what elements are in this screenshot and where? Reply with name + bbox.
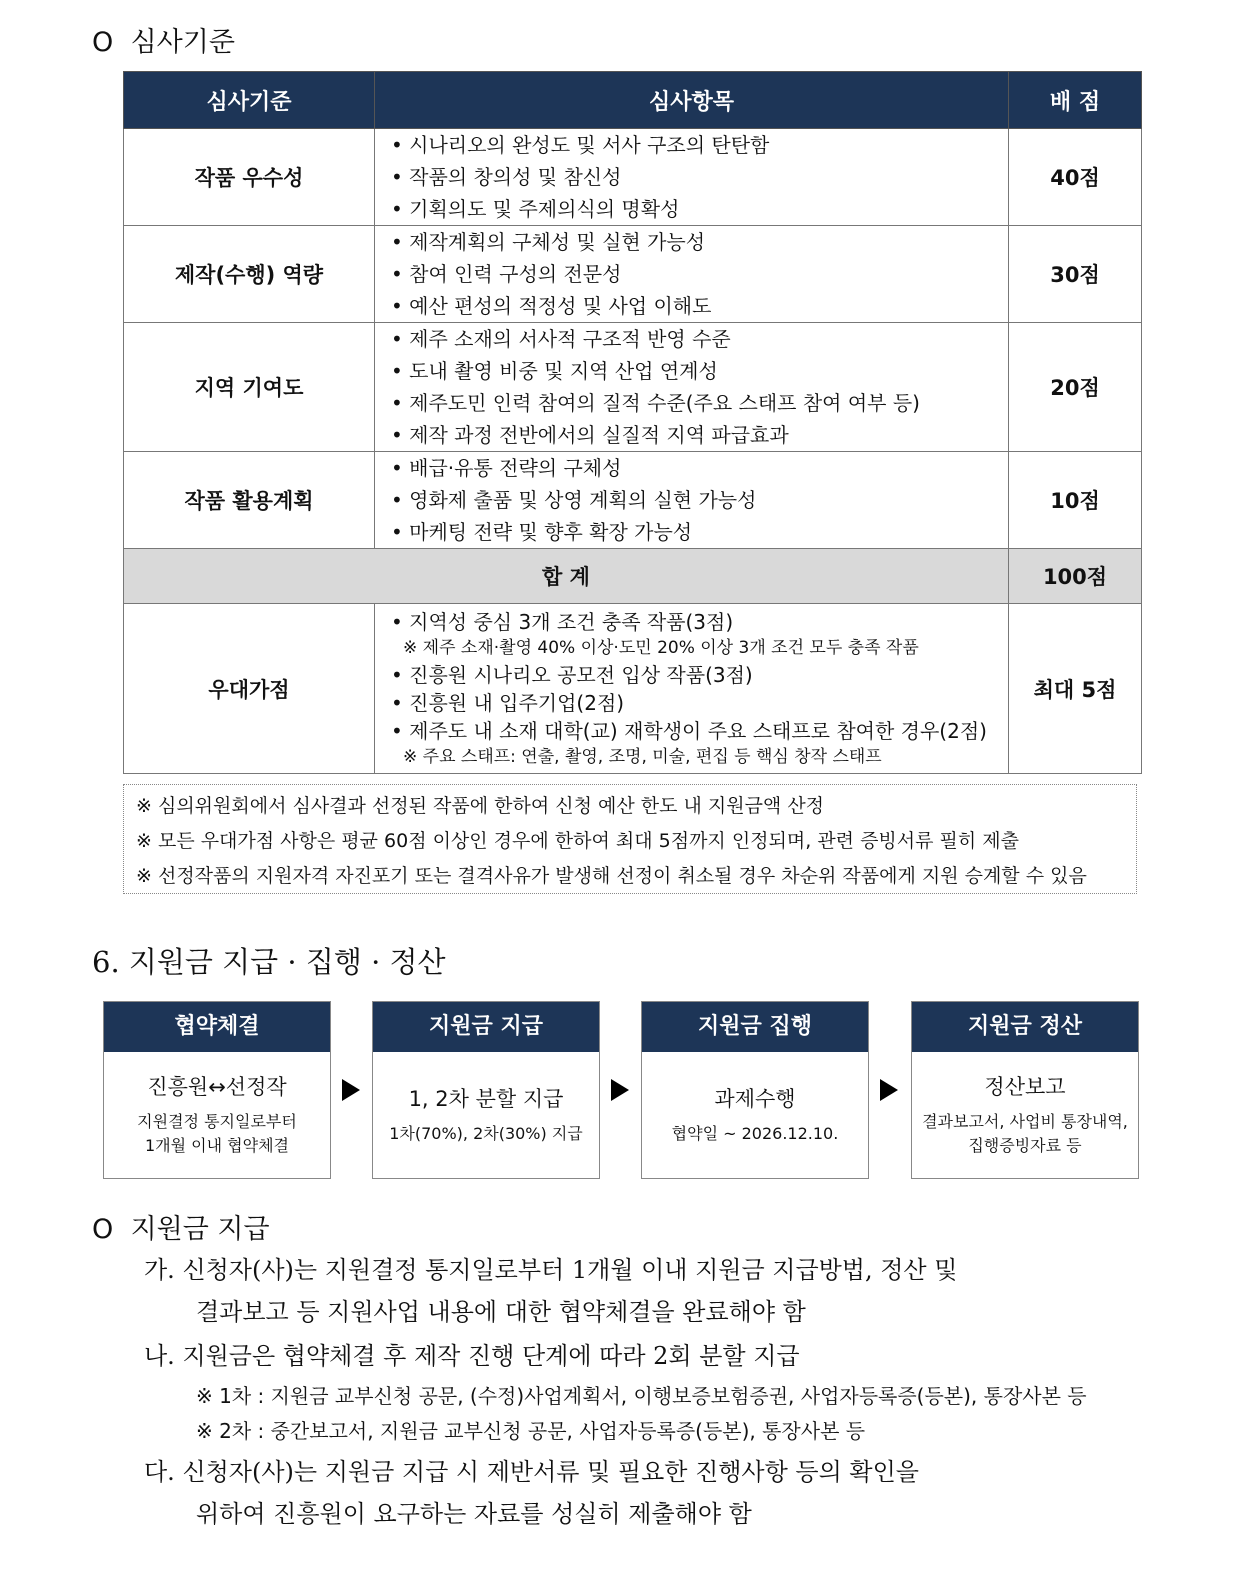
flow-step-body — [373, 1052, 599, 1178]
list-item: • 진흥원 내 입주기업(2점) — [391, 690, 625, 715]
criteria-section-heading — [92, 20, 235, 59]
bonus-items-cell — [375, 604, 1009, 774]
flow-step-main: 정산보고 — [984, 1075, 1066, 1099]
flow-step-payment — [372, 1001, 600, 1179]
bonus-note: ※ 제주 소재·촬영 40% 이상·도민 20% 이상 3개 조건 모두 충족 작품 — [403, 637, 919, 658]
list-item: • 도내 촬영 비중 및 지역 산업 연계성 — [391, 359, 718, 383]
table-row — [124, 129, 1142, 226]
paragraph-na: 나. 지원금은 협약체결 후 제작 진행 단계에 따라 2회 분할 지급 — [144, 1342, 800, 1370]
header-criterion: 심사기준 — [124, 72, 375, 129]
flow-step-header: 지원금 정산 — [912, 1002, 1138, 1052]
flow-step-header: 협약체결 — [104, 1002, 330, 1052]
flow-step-main: 과제수행 — [714, 1087, 796, 1111]
payment-section-title: 지원금 지급 — [130, 1214, 270, 1245]
list-item: • 참여 인력 구성의 전문성 — [391, 262, 622, 286]
criterion-cell: 작품 우수성 — [124, 129, 375, 226]
paragraph-da: 다. 신청자(사)는 지원금 지급 시 제반서류 및 필요한 진행사항 등의 확인을 — [144, 1458, 919, 1486]
triangle-arrow-icon — [611, 1079, 629, 1101]
flow-step-sub: 협약일 ~ 2026.12.10. — [671, 1124, 839, 1143]
header-items: 심사항목 — [375, 72, 1009, 129]
list-item: • 마케팅 전략 및 향후 확장 가능성 — [391, 520, 693, 544]
flow-step-body — [912, 1052, 1138, 1178]
bonus-note: ※ 주요 스태프: 연출, 촬영, 조명, 미술, 편집 등 핵심 창작 스태프 — [403, 746, 882, 767]
note-line: ※ 심의위원회에서 심사결과 선정된 작품에 한하여 신청 예산 한도 내 지원금액 산정 — [136, 795, 825, 817]
table-row — [124, 323, 1142, 452]
list-item: • 제주도 내 소재 대학(교) 재학생이 주요 스태프로 참여한 경우(2점) — [391, 718, 987, 743]
payment-section-heading — [92, 1207, 270, 1246]
list-item: • 지역성 중심 3개 조건 충족 작품(3점) — [391, 609, 734, 634]
list-item: • 제주도민 인력 참여의 질적 수준(주요 스태프 참여 여부 등) — [391, 391, 920, 415]
bonus-row — [124, 604, 1142, 774]
header-score: 배 점 — [1009, 72, 1142, 129]
list-item: • 제작계획의 구체성 및 실현 가능성 — [391, 230, 706, 254]
criteria-section-title: 심사기준 — [130, 27, 235, 58]
criteria-table — [123, 71, 1142, 774]
table-header-row — [124, 72, 1142, 129]
list-item: • 작품의 창의성 및 참신성 — [391, 165, 622, 189]
list-item: • 제주 소재의 서사적 구조적 반영 수준 — [391, 327, 731, 351]
notes-box — [123, 784, 1137, 894]
flow-step-body — [104, 1052, 330, 1178]
list-item: • 시나리오의 완성도 및 서사 구조의 탄탄함 — [391, 133, 770, 157]
paragraph-ga-cont: 결과보고 등 지원사업 내용에 대한 협약체결을 완료해야 함 — [196, 1298, 806, 1326]
flow-step-settlement — [911, 1001, 1139, 1179]
bonus-criterion: 우대가점 — [124, 604, 375, 774]
flow-step-header: 지원금 지급 — [373, 1002, 599, 1052]
flow-step-sub: 지원결정 통지일로부터 1개월 이내 협약체결 — [137, 1112, 297, 1155]
score-cell: 20점 — [1009, 323, 1142, 452]
paragraph-da-cont: 위하여 진흥원이 요구하는 자료를 성실히 제출해야 함 — [196, 1500, 752, 1528]
paragraph-na-note: ※ 2차 : 중간보고서, 지원금 교부신청 공문, 사업자등록증(등본), 통장사본 등 — [196, 1419, 866, 1443]
paragraph-na-note: ※ 1차 : 지원금 교부신청 공문, (수정)사업계획서, 이행보증보험증권, 사업자등록증(등본), 통장사본 등 — [196, 1384, 1087, 1408]
items-cell — [375, 129, 1009, 226]
score-cell: 30점 — [1009, 226, 1142, 323]
circle-bullet-icon: O — [92, 1214, 114, 1245]
list-item: • 제작 과정 전반에서의 실질적 지역 파급효과 — [391, 423, 789, 447]
score-cell: 40점 — [1009, 129, 1142, 226]
flow-step-execution — [641, 1001, 869, 1179]
section6-title: 6. 지원금 지급 · 집행 · 정산 — [92, 945, 446, 979]
note-line: ※ 선정작품의 지원자격 자진포기 또는 결격사유가 발생해 선정이 취소될 경우 차순위 작품에게 지원 승계할 수 있음 — [136, 865, 1087, 887]
list-item: • 배급·유통 전략의 구체성 — [391, 456, 622, 480]
flow-step-header: 지원금 집행 — [642, 1002, 868, 1052]
note-line: ※ 모든 우대가점 사항은 평균 60점 이상인 경우에 한하여 최대 5점까지 인정되며, 관련 증빙서류 필히 제출 — [136, 830, 1019, 852]
list-item: • 예산 편성의 적정성 및 사업 이해도 — [391, 294, 712, 318]
criterion-cell: 제작(수행) 역량 — [124, 226, 375, 323]
items-cell — [375, 452, 1009, 549]
flow-step-sub: 1차(70%), 2차(30%) 지급 — [389, 1124, 583, 1143]
score-cell: 10점 — [1009, 452, 1142, 549]
flow-step-main: 진흥원↔선정작 — [147, 1075, 287, 1099]
total-label: 합 계 — [124, 549, 1009, 604]
items-cell — [375, 323, 1009, 452]
triangle-arrow-icon — [342, 1079, 360, 1101]
triangle-arrow-icon — [880, 1079, 898, 1101]
bonus-score: 최대 5점 — [1009, 604, 1142, 774]
list-item: • 영화제 출품 및 상영 계획의 실현 가능성 — [391, 488, 757, 512]
flow-step-sub: 결과보고서, 사업비 통장내역, 집행증빙자료 등 — [922, 1112, 1128, 1155]
list-item: • 진흥원 시나리오 공모전 입상 작품(3점) — [391, 662, 753, 687]
total-score: 100점 — [1009, 549, 1142, 604]
total-row — [124, 549, 1142, 604]
paragraph-ga: 가. 신청자(사)는 지원결정 통지일로부터 1개월 이내 지원금 지급방법, 정산 및 — [144, 1256, 958, 1284]
table-row — [124, 452, 1142, 549]
items-cell — [375, 226, 1009, 323]
circle-bullet-icon: O — [92, 27, 114, 58]
table-row — [124, 226, 1142, 323]
list-item: • 기획의도 및 주제의식의 명확성 — [391, 197, 680, 221]
flow-step-agreement — [103, 1001, 331, 1179]
criterion-cell: 지역 기여도 — [124, 323, 375, 452]
flow-step-body — [642, 1052, 868, 1178]
flow-step-main: 1, 2차 분할 지급 — [408, 1087, 564, 1111]
criterion-cell: 작품 활용계획 — [124, 452, 375, 549]
